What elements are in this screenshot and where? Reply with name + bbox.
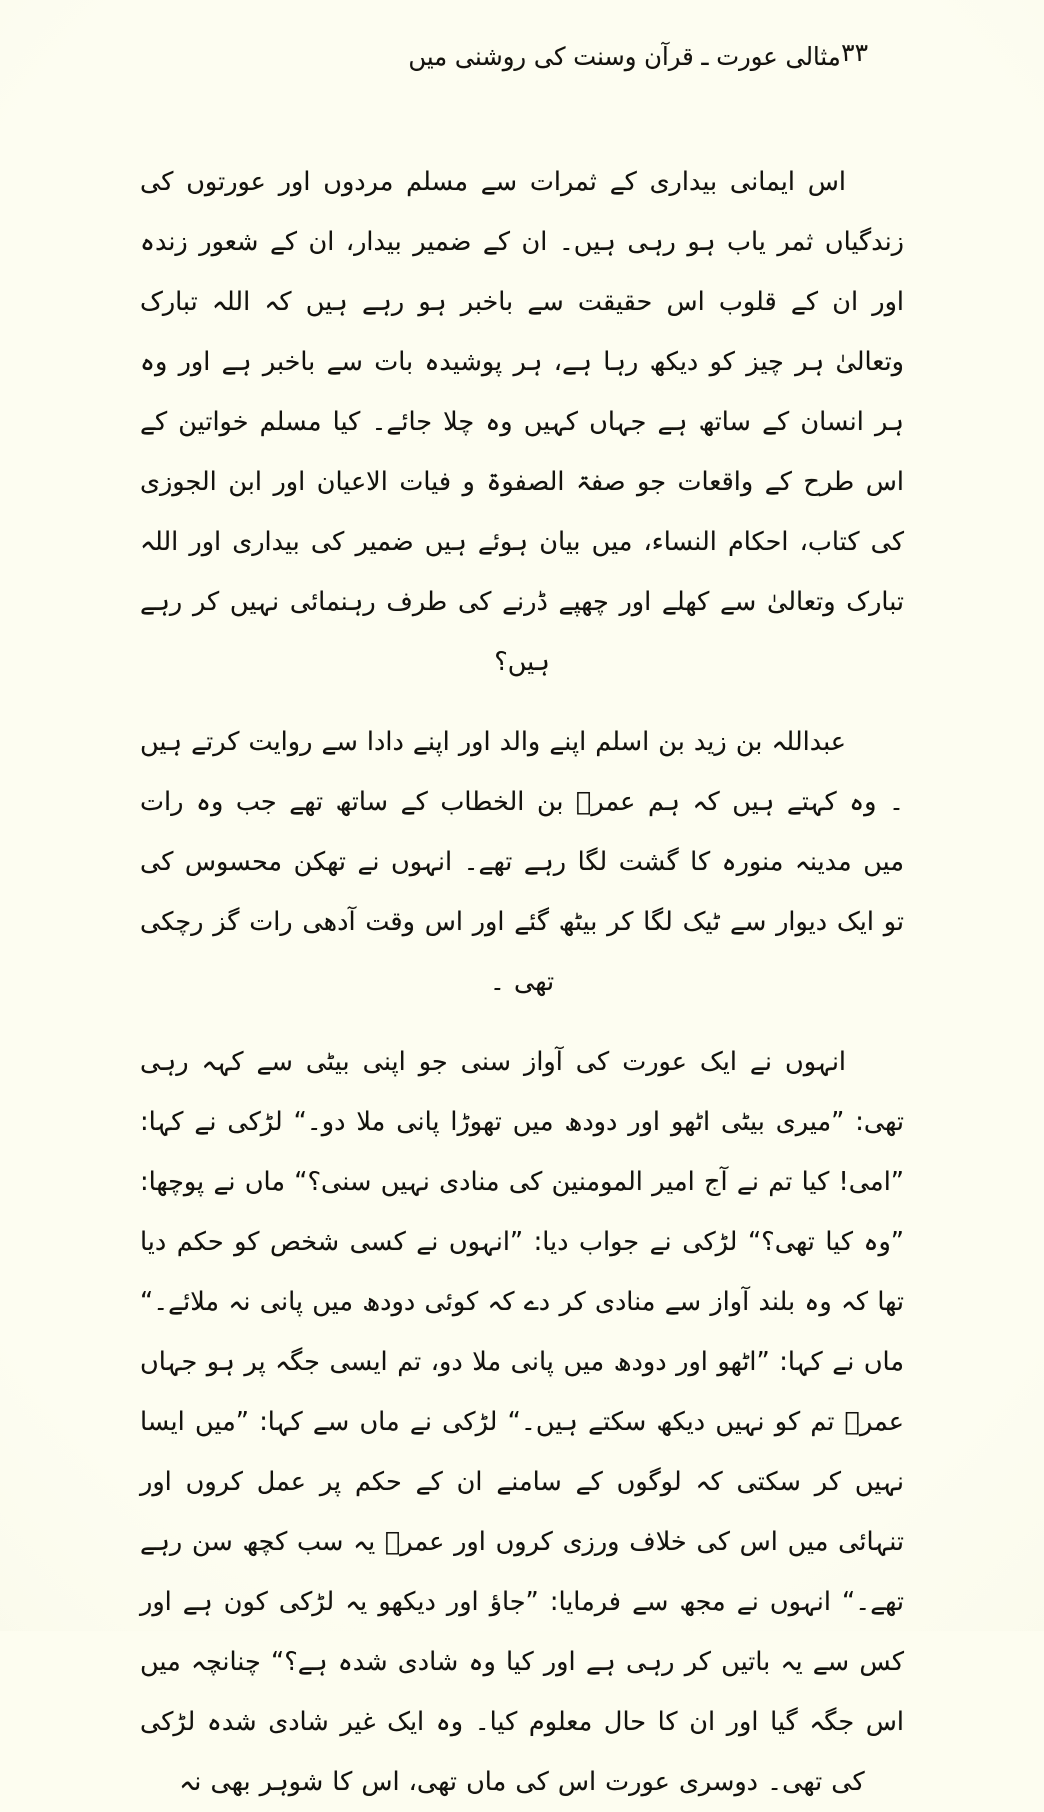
paragraph-narration-chain: عبداللہ بن زید بن اسلم اپنے والد اور اپنے دادا سے روایت کرتے ہیں ۔ وہ کہتے ہیں کہ ہم عمرؓ بن الخطاب کے ساتھ تھے جب وہ رات میں مدینہ منورہ کا گشت لگا رہے تھے۔ انہوں نے تھکن محسوس کی تو ایک دیوار سے ٹیک لگا کر بیٹھ گئے اور اس وقت آدھی رات گز رچکی تھی ۔ [140, 727, 904, 997]
page-number: ۳۳ [841, 38, 868, 67]
body-text-column [140, 152, 904, 1812]
paragraph-milk-story: انہوں نے ایک عورت کی آواز سنی جو اپنی بیٹی سے کہہ رہی تھی: ”میری بیٹی اٹھو اور دودھ میں تھوڑا پانی ملا دو۔“ لڑکی نے کہا: ”امی! کیا تم نے آج امیر المومنین کی منادی نہیں سنی؟“ ماں نے پوچھا: ”وہ کیا تھی؟“ لڑکی نے جواب دیا: ”انہوں نے کسی شخص کو حکم دیا تھا کہ وہ بلند آواز سے منادی کر دے کہ کوئی دودھ میں پانی نہ ملائے۔“ ماں نے کہا: ”اٹھو اور دودھ میں پانی ملا دو، تم ایسی جگہ پر ہو جہاں عمرؓ تم کو نہیں دیکھ سکتے ہیں۔“ لڑکی نے ماں سے کہا: ”میں ایسا نہیں کر سکتی کہ لوگوں کے سامنے ان کے حکم پر عمل کروں اور تنہائی میں اس کی خلاف ورزی کروں اور عمرؓ یہ سب کچھ سن رہے تھے۔“ انہوں نے مجھ سے فرمایا: ”جاؤ اور دیکھو یہ لڑکی کون ہے اور کس سے یہ باتیں کر رہی ہے اور کیا وہ شادی شدہ ہے؟“ چنانچہ میں اس جگہ گیا اور ان کا حال معلوم کیا۔ وہ ایک غیر شادی شدہ لڑکی کی تھی۔ دوسری عورت اس کی ماں تھی، اس کا شوہر بھی نہ [140, 1047, 904, 1797]
paragraph-intro: اس ایمانی بیداری کے ثمرات سے مسلم مردوں اور عورتوں کی زندگیاں ثمر یاب ہو رہی ہیں۔ ان کے ضمیر بیدار، ان کے شعور زندہ اور ان کے قلوب اس حقیقت سے باخبر ہو رہے ہیں کہ اللہ تبارک وتعالیٰ ہر چیز کو دیکھ رہا ہے، ہر پوشیدہ بات سے باخبر ہے اور وہ ہر انسان کے ساتھ ہے جہاں کہیں وہ چلا جائے۔ کیا مسلم خواتین کے اس طرح کے واقعات جو صفۃ الصفوۃ و فیات الاعیان اور ابن الجوزی کی کتاب، احکام النساء، میں بیان ہوئے ہیں ضمیر کی بیداری اور اللہ تبارک وتعالیٰ سے کھلے اور چھپے ڈرنے کی طرف رہنمائی نہیں کر رہے ہیں؟ [140, 167, 904, 677]
running-head [132, 38, 912, 90]
book-title-running-head: مثالی عورت ـ قرآن وسنت کی روشنی میں [408, 42, 842, 71]
